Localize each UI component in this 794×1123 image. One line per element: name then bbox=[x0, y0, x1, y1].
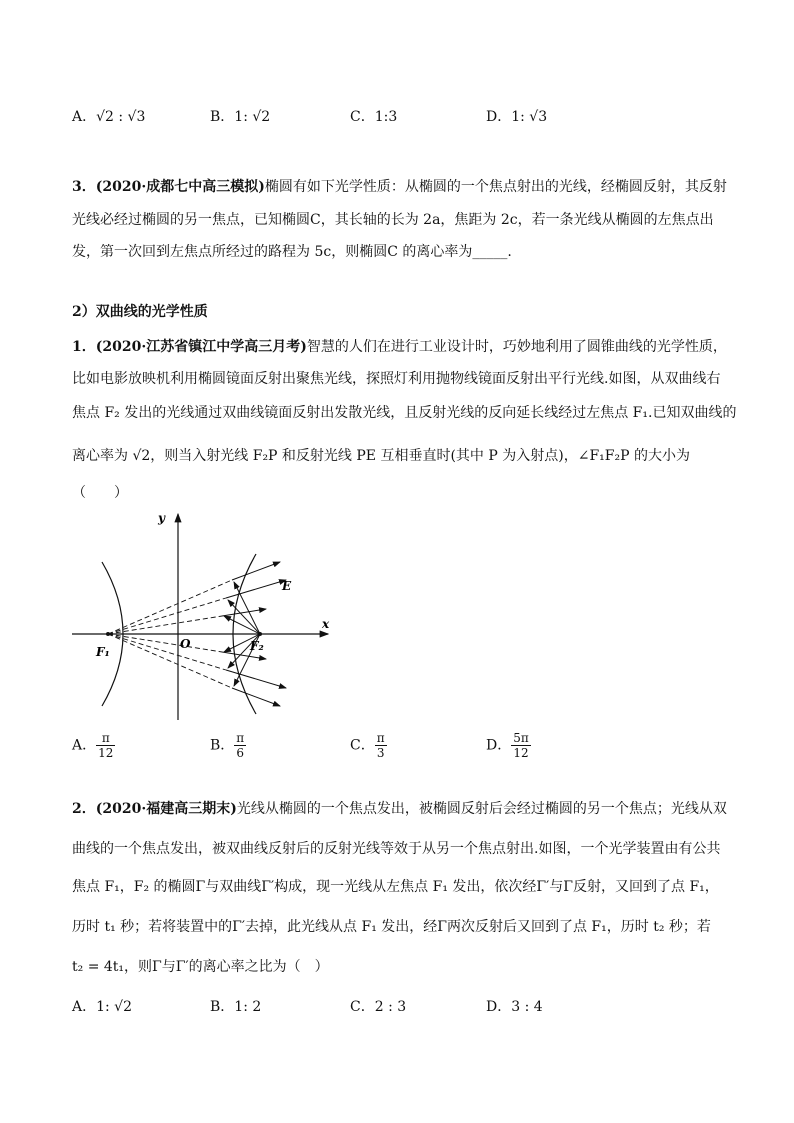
hyperbola-diagram bbox=[70, 508, 340, 722]
q1-option-b: B． $\frac{\pi}{6}$ bbox=[210, 731, 245, 760]
q3-line-2: 光线必经过椭圆的另一焦点，已知椭圆C，其长轴的长为 2a，焦距为 2c，若一条光线从椭圆的左焦点出 bbox=[72, 212, 714, 228]
q2-option-c: C．2 : 3 bbox=[350, 999, 407, 1015]
q1-source: 1．(2020·江苏省镇江中学高三月考) bbox=[72, 339, 307, 355]
q3-source: 3．(2020·成都七中高三模拟) bbox=[72, 179, 265, 195]
y-label: y bbox=[158, 511, 165, 525]
q2-line-1: 2．(2020·福建高三期末)光线从椭圆的一个焦点发出，被椭圆反射后会经过椭圆的另一个焦点；光线从双 bbox=[72, 801, 727, 817]
q2-line-2: 曲线的一个焦点发出，被双曲线反射后的反射光线等效于从另一个焦点射出.如图，一个光学装置由有公共 bbox=[72, 841, 721, 857]
q1-line-3: 焦点 F₂ 发出的光线通过双曲线镜面反射出发散光线，且反射光线的反向延长线经过左焦点 F₁.已知双曲线的 bbox=[72, 405, 737, 421]
origin-label: O bbox=[180, 637, 191, 651]
option-c: C．1:3 bbox=[350, 109, 398, 125]
q1-line-1: 1．(2020·江苏省镇江中学高三月考)智慧的人们在进行工业设计时，巧妙地利用了圆锥曲线的光学性质， bbox=[72, 339, 727, 355]
q3-line-3: 发，第一次回到左焦点所经过的路程为 5c，则椭圆C 的离心率为_____. bbox=[72, 244, 512, 260]
q2-line-5: t₂ = 4t₁，则Γ与Γ′的离心率之比为（ ） bbox=[72, 959, 329, 975]
q2-option-b: B．1: 2 bbox=[210, 999, 262, 1015]
q2-line-4: 历时 t₁ 秒；若将装置中的Γ′去掉，此光线从点 F₁ 发出，经Γ两次反射后又回到了点 F₁，历时 t₂ 秒；若 bbox=[72, 919, 711, 935]
option-b: B．1: √2 bbox=[210, 109, 271, 125]
e-label: E bbox=[282, 579, 292, 593]
q3-line-1: 3．(2020·成都七中高三模拟)椭圆有如下光学性质：从椭圆的一个焦点射出的光线，经椭圆反射，其反射 bbox=[72, 179, 727, 195]
option-a: A．√2 : √3 bbox=[72, 109, 146, 125]
q1-option-d: D． $\frac{5\pi}{12}$ bbox=[486, 731, 529, 760]
section-heading: 2）双曲线的光学性质 bbox=[72, 304, 208, 320]
x-label: x bbox=[322, 617, 330, 631]
q1-line-5: （ ） bbox=[72, 485, 128, 501]
option-d: D．1: √3 bbox=[486, 109, 548, 125]
f2-label: F₂ bbox=[250, 639, 264, 653]
q2-option-a: A．1: √2 bbox=[72, 999, 133, 1015]
q1-line-2: 比如电影放映机利用椭圆镜面反射出聚焦光线，探照灯利用抛物线镜面反射出平行光线.如图，从双曲线右 bbox=[72, 371, 721, 387]
q2-option-d: D．3 : 4 bbox=[486, 999, 543, 1015]
q2-source: 2．(2020·福建高三期末) bbox=[72, 801, 237, 817]
q1-option-c: C． $\frac{\pi}{3}$ bbox=[350, 731, 385, 760]
q1-option-a: A． $\frac{\pi}{12}$ bbox=[72, 731, 114, 760]
q2-line-3: 焦点 F₁，F₂ 的椭圆Γ与双曲线Γ′构成，现一光线从左焦点 F₁ 发出，依次经Γ′与Γ反射，又回到了点 F₁， bbox=[72, 879, 719, 895]
q1-line-4: 离心率为 √2，则当入射光线 F₂P 和反射光线 PE 互相垂直时(其中 P 为入射点)，∠F₁F₂P 的大小为 bbox=[72, 448, 690, 464]
f1-label: F₁ bbox=[96, 645, 110, 659]
